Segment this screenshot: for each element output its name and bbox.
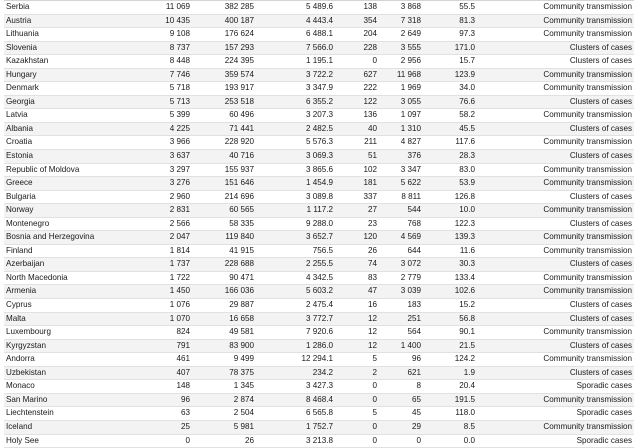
- table-row: [4, 28, 634, 42]
- cell-per-100k: 49 581: [192, 326, 256, 340]
- cell-country: Norway: [4, 204, 138, 218]
- cell-country: Austria: [4, 14, 138, 28]
- cell-country: Holy See: [4, 434, 138, 448]
- cell-new: 1 400: [379, 339, 423, 353]
- cell-transmission: Community transmission: [477, 271, 634, 285]
- cell-rate2: 11.6: [423, 244, 477, 258]
- cell-rate: 5 603.2: [256, 285, 335, 299]
- table-row: [4, 190, 634, 204]
- cell-new: 5 622: [379, 177, 423, 191]
- cell-per-100k: 60 496: [192, 109, 256, 123]
- cell-deaths: 51: [335, 150, 379, 164]
- table-row: [4, 14, 634, 28]
- cell-cases: 1 450: [138, 285, 192, 299]
- cell-new: 2 779: [379, 271, 423, 285]
- cell-per-100k: 71 441: [192, 122, 256, 136]
- cell-transmission: Clusters of cases: [477, 217, 634, 231]
- cell-transmission: Community transmission: [477, 177, 634, 191]
- cell-rate2: 83.0: [423, 163, 477, 177]
- cell-new: 29: [379, 420, 423, 434]
- table-row: [4, 41, 634, 55]
- cell-new: 251: [379, 312, 423, 326]
- cell-rate: 234.2: [256, 366, 335, 380]
- cell-new: 8: [379, 380, 423, 394]
- cell-country: Greece: [4, 177, 138, 191]
- cell-per-100k: 400 187: [192, 14, 256, 28]
- cell-new: 3 868: [379, 1, 423, 15]
- cell-cases: 824: [138, 326, 192, 340]
- cell-per-100k: 41 915: [192, 244, 256, 258]
- cell-cases: 1 722: [138, 271, 192, 285]
- cell-per-100k: 224 395: [192, 55, 256, 69]
- cell-transmission: Community transmission: [477, 68, 634, 82]
- cell-deaths: 2: [335, 366, 379, 380]
- cell-per-100k: 2 874: [192, 393, 256, 407]
- cell-country: Estonia: [4, 150, 138, 164]
- cell-per-100k: 60 565: [192, 204, 256, 218]
- table-row: [4, 380, 634, 394]
- table-row: [4, 312, 634, 326]
- cell-per-100k: 382 285: [192, 1, 256, 15]
- cell-transmission: Community transmission: [477, 393, 634, 407]
- cell-rate2: 30.3: [423, 258, 477, 272]
- cell-deaths: 12: [335, 339, 379, 353]
- cell-deaths: 40: [335, 122, 379, 136]
- cell-per-100k: 155 937: [192, 163, 256, 177]
- cell-rate2: 0.0: [423, 434, 477, 448]
- table-row: [4, 339, 634, 353]
- cell-rate: 3 865.6: [256, 163, 335, 177]
- cell-rate: 5 576.3: [256, 136, 335, 150]
- cell-cases: 0: [138, 434, 192, 448]
- cell-rate2: 171.0: [423, 41, 477, 55]
- cell-deaths: 47: [335, 285, 379, 299]
- cell-per-100k: 83 900: [192, 339, 256, 353]
- cell-rate2: 124.2: [423, 353, 477, 367]
- cell-rate2: 45.5: [423, 122, 477, 136]
- cell-rate2: 34.0: [423, 82, 477, 96]
- table-row: [4, 217, 634, 231]
- cell-deaths: 181: [335, 177, 379, 191]
- cell-rate2: 20.4: [423, 380, 477, 394]
- table-row: [4, 326, 634, 340]
- cell-rate2: 139.3: [423, 231, 477, 245]
- table-row: [4, 366, 634, 380]
- cell-new: 183: [379, 299, 423, 313]
- cell-transmission: Community transmission: [477, 204, 634, 218]
- table-row: [4, 244, 634, 258]
- cell-per-100k: 78 375: [192, 366, 256, 380]
- cell-transmission: Community transmission: [477, 136, 634, 150]
- cell-cases: 9 108: [138, 28, 192, 42]
- cell-deaths: 222: [335, 82, 379, 96]
- cell-cases: 3 637: [138, 150, 192, 164]
- cell-country: Georgia: [4, 95, 138, 109]
- table-row: [4, 55, 634, 69]
- cell-rate2: 97.3: [423, 28, 477, 42]
- cell-cases: 1 070: [138, 312, 192, 326]
- cell-rate2: 117.6: [423, 136, 477, 150]
- cell-country: San Marino: [4, 393, 138, 407]
- cell-country: Cyprus: [4, 299, 138, 313]
- cell-per-100k: 193 917: [192, 82, 256, 96]
- cell-rate2: 118.0: [423, 407, 477, 421]
- cell-country: Republic of Moldova: [4, 163, 138, 177]
- cell-rate: 4 443.4: [256, 14, 335, 28]
- cell-deaths: 83: [335, 271, 379, 285]
- cell-rate: 756.5: [256, 244, 335, 258]
- cell-rate2: 133.4: [423, 271, 477, 285]
- cell-transmission: Clusters of cases: [477, 299, 634, 313]
- cell-transmission: Clusters of cases: [477, 258, 634, 272]
- cell-country: Lithuania: [4, 28, 138, 42]
- cell-cases: 2 831: [138, 204, 192, 218]
- cell-country: Montenegro: [4, 217, 138, 231]
- cell-deaths: 354: [335, 14, 379, 28]
- cell-cases: 11 069: [138, 1, 192, 15]
- cell-cases: 8 737: [138, 41, 192, 55]
- cell-rate: 3 207.3: [256, 109, 335, 123]
- cell-transmission: Clusters of cases: [477, 190, 634, 204]
- cell-deaths: 204: [335, 28, 379, 42]
- cell-deaths: 74: [335, 258, 379, 272]
- cell-cases: 7 746: [138, 68, 192, 82]
- cell-new: 2 956: [379, 55, 423, 69]
- cell-rate: 3 347.9: [256, 82, 335, 96]
- cell-cases: 5 718: [138, 82, 192, 96]
- cell-per-100k: 151 646: [192, 177, 256, 191]
- cell-cases: 3 297: [138, 163, 192, 177]
- cell-country: Armenia: [4, 285, 138, 299]
- cell-new: 376: [379, 150, 423, 164]
- cell-new: 45: [379, 407, 423, 421]
- cell-deaths: 0: [335, 420, 379, 434]
- cell-transmission: Clusters of cases: [477, 122, 634, 136]
- cell-deaths: 26: [335, 244, 379, 258]
- cell-country: Uzbekistan: [4, 366, 138, 380]
- cell-per-100k: 157 293: [192, 41, 256, 55]
- cell-per-100k: 26: [192, 434, 256, 448]
- cell-deaths: 23: [335, 217, 379, 231]
- cell-deaths: 27: [335, 204, 379, 218]
- cell-country: North Macedonia: [4, 271, 138, 285]
- cell-rate: 2 475.4: [256, 299, 335, 313]
- cell-cases: 2 960: [138, 190, 192, 204]
- table-row: [4, 299, 634, 313]
- cell-rate2: 15.7: [423, 55, 477, 69]
- cell-rate2: 21.5: [423, 339, 477, 353]
- cell-cases: 1 076: [138, 299, 192, 313]
- cell-transmission: Community transmission: [477, 82, 634, 96]
- cell-transmission: Community transmission: [477, 163, 634, 177]
- cell-per-100k: 90 471: [192, 271, 256, 285]
- cell-rate: 7 920.6: [256, 326, 335, 340]
- cell-rate2: 102.6: [423, 285, 477, 299]
- cell-rate: 9 288.0: [256, 217, 335, 231]
- cell-new: 65: [379, 393, 423, 407]
- table-row: [4, 393, 634, 407]
- cell-country: Albania: [4, 122, 138, 136]
- cell-new: 564: [379, 326, 423, 340]
- cell-country: Kazakhstan: [4, 55, 138, 69]
- cell-rate: 1 454.9: [256, 177, 335, 191]
- cell-cases: 96: [138, 393, 192, 407]
- cell-transmission: Clusters of cases: [477, 339, 634, 353]
- cell-transmission: Community transmission: [477, 109, 634, 123]
- cell-deaths: 12: [335, 312, 379, 326]
- table-row: [4, 420, 634, 434]
- cell-transmission: Clusters of cases: [477, 366, 634, 380]
- cell-country: Serbia: [4, 1, 138, 15]
- cell-country: Kyrgyzstan: [4, 339, 138, 353]
- cell-deaths: 0: [335, 380, 379, 394]
- cell-country: Finland: [4, 244, 138, 258]
- cell-cases: 461: [138, 353, 192, 367]
- cell-new: 11 968: [379, 68, 423, 82]
- cell-deaths: 102: [335, 163, 379, 177]
- cell-deaths: 0: [335, 55, 379, 69]
- cell-transmission: Community transmission: [477, 353, 634, 367]
- table-row: [4, 271, 634, 285]
- cell-new: 768: [379, 217, 423, 231]
- table-row: [4, 95, 634, 109]
- cell-rate: 3 722.2: [256, 68, 335, 82]
- cell-deaths: 16: [335, 299, 379, 313]
- cell-new: 4 827: [379, 136, 423, 150]
- cell-country: Luxembourg: [4, 326, 138, 340]
- cell-country: Azerbaijan: [4, 258, 138, 272]
- cell-country: Denmark: [4, 82, 138, 96]
- table-row: [4, 109, 634, 123]
- cell-cases: 10 435: [138, 14, 192, 28]
- cell-per-100k: 1 345: [192, 380, 256, 394]
- cell-new: 3 039: [379, 285, 423, 299]
- cell-transmission: Clusters of cases: [477, 150, 634, 164]
- cell-new: 644: [379, 244, 423, 258]
- cell-new: 7 318: [379, 14, 423, 28]
- cell-transmission: Community transmission: [477, 231, 634, 245]
- cell-country: Liechtenstein: [4, 407, 138, 421]
- cell-new: 0: [379, 434, 423, 448]
- cell-new: 1 310: [379, 122, 423, 136]
- cell-deaths: 136: [335, 109, 379, 123]
- cell-country: Monaco: [4, 380, 138, 394]
- cell-country: Bosnia and Herzegovina: [4, 231, 138, 245]
- cell-deaths: 228: [335, 41, 379, 55]
- cell-cases: 63: [138, 407, 192, 421]
- cell-country: Bulgaria: [4, 190, 138, 204]
- cell-per-100k: 40 716: [192, 150, 256, 164]
- cell-transmission: Clusters of cases: [477, 55, 634, 69]
- cell-cases: 5 713: [138, 95, 192, 109]
- cell-cases: 407: [138, 366, 192, 380]
- cell-new: 3 055: [379, 95, 423, 109]
- cell-rate2: 56.8: [423, 312, 477, 326]
- cell-new: 3 347: [379, 163, 423, 177]
- cell-cases: 25: [138, 420, 192, 434]
- cell-per-100k: 214 696: [192, 190, 256, 204]
- cell-transmission: Community transmission: [477, 244, 634, 258]
- cell-new: 4 569: [379, 231, 423, 245]
- cell-rate: 5 489.6: [256, 1, 335, 15]
- cell-country: Slovenia: [4, 41, 138, 55]
- cell-deaths: 5: [335, 407, 379, 421]
- cell-deaths: 0: [335, 393, 379, 407]
- cell-transmission: Community transmission: [477, 28, 634, 42]
- cell-deaths: 211: [335, 136, 379, 150]
- cell-rate: 7 566.0: [256, 41, 335, 55]
- cell-new: 96: [379, 353, 423, 367]
- cell-rate: 2 482.5: [256, 122, 335, 136]
- cell-transmission: Community transmission: [477, 285, 634, 299]
- table-row: [4, 163, 634, 177]
- cell-rate2: 15.2: [423, 299, 477, 313]
- table-row: [4, 285, 634, 299]
- cell-rate: 3 089.8: [256, 190, 335, 204]
- cell-rate: 12 294.1: [256, 353, 335, 367]
- cell-per-100k: 58 335: [192, 217, 256, 231]
- cell-rate2: 90.1: [423, 326, 477, 340]
- cell-rate: 1 195.1: [256, 55, 335, 69]
- cell-rate2: 8.5: [423, 420, 477, 434]
- cell-rate2: 126.8: [423, 190, 477, 204]
- cell-deaths: 337: [335, 190, 379, 204]
- table-row: [4, 258, 634, 272]
- cell-cases: 5 399: [138, 109, 192, 123]
- cell-transmission: Sporadic cases: [477, 407, 634, 421]
- cell-deaths: 0: [335, 434, 379, 448]
- cell-rate: 1 752.7: [256, 420, 335, 434]
- cell-rate2: 58.2: [423, 109, 477, 123]
- cell-transmission: Clusters of cases: [477, 95, 634, 109]
- cell-rate2: 81.3: [423, 14, 477, 28]
- cell-per-100k: 29 887: [192, 299, 256, 313]
- cell-deaths: 122: [335, 95, 379, 109]
- cell-rate2: 1.9: [423, 366, 477, 380]
- cell-rate: 3 652.7: [256, 231, 335, 245]
- cell-per-100k: 119 840: [192, 231, 256, 245]
- table-row: [4, 1, 634, 15]
- cell-transmission: Community transmission: [477, 14, 634, 28]
- cell-cases: 8 448: [138, 55, 192, 69]
- cell-rate: 3 213.8: [256, 434, 335, 448]
- cell-new: 621: [379, 366, 423, 380]
- table-row: [4, 204, 634, 218]
- cell-rate: 8 468.4: [256, 393, 335, 407]
- cell-rate: 6 488.1: [256, 28, 335, 42]
- cell-per-100k: 16 658: [192, 312, 256, 326]
- cell-cases: 791: [138, 339, 192, 353]
- cell-rate2: 28.3: [423, 150, 477, 164]
- cell-deaths: 5: [335, 353, 379, 367]
- cell-country: Hungary: [4, 68, 138, 82]
- cell-rate: 6 565.8: [256, 407, 335, 421]
- cell-country: Andorra: [4, 353, 138, 367]
- cell-transmission: Community transmission: [477, 420, 634, 434]
- cell-rate: 4 342.5: [256, 271, 335, 285]
- table-row: [4, 82, 634, 96]
- table-row: [4, 177, 634, 191]
- cell-rate2: 76.6: [423, 95, 477, 109]
- cell-per-100k: 166 036: [192, 285, 256, 299]
- cell-per-100k: 359 574: [192, 68, 256, 82]
- cell-new: 2 649: [379, 28, 423, 42]
- cell-new: 8 811: [379, 190, 423, 204]
- cell-cases: 3 276: [138, 177, 192, 191]
- cell-transmission: Clusters of cases: [477, 312, 634, 326]
- cell-cases: 148: [138, 380, 192, 394]
- table-row: [4, 150, 634, 164]
- cell-deaths: 120: [335, 231, 379, 245]
- cell-rate: 1 117.2: [256, 204, 335, 218]
- cell-rate: 6 355.2: [256, 95, 335, 109]
- cell-rate: 1 286.0: [256, 339, 335, 353]
- cell-per-100k: 228 688: [192, 258, 256, 272]
- cell-country: Latvia: [4, 109, 138, 123]
- cell-rate: 3 772.7: [256, 312, 335, 326]
- table-row: [4, 122, 634, 136]
- cell-transmission: Sporadic cases: [477, 434, 634, 448]
- cell-rate: 3 427.3: [256, 380, 335, 394]
- cell-per-100k: 2 504: [192, 407, 256, 421]
- table-row: [4, 407, 634, 421]
- cell-rate: 3 069.3: [256, 150, 335, 164]
- table-row: [4, 353, 634, 367]
- cell-rate2: 53.9: [423, 177, 477, 191]
- cell-per-100k: 9 499: [192, 353, 256, 367]
- cell-new: 544: [379, 204, 423, 218]
- cell-rate2: 10.0: [423, 204, 477, 218]
- table-row: [4, 434, 634, 448]
- cell-transmission: Sporadic cases: [477, 380, 634, 394]
- cell-new: 3 555: [379, 41, 423, 55]
- cell-cases: 1 814: [138, 244, 192, 258]
- cell-cases: 2 566: [138, 217, 192, 231]
- cell-country: Croatia: [4, 136, 138, 150]
- cell-new: 1 097: [379, 109, 423, 123]
- cell-country: Iceland: [4, 420, 138, 434]
- cell-deaths: 138: [335, 1, 379, 15]
- table-row: [4, 68, 634, 82]
- cell-rate2: 123.9: [423, 68, 477, 82]
- cell-country: Malta: [4, 312, 138, 326]
- table-body: [4, 1, 634, 448]
- table-row: [4, 136, 634, 150]
- cell-new: 1 969: [379, 82, 423, 96]
- cell-deaths: 627: [335, 68, 379, 82]
- cell-rate: 2 255.5: [256, 258, 335, 272]
- cell-per-100k: 176 624: [192, 28, 256, 42]
- data-table: [4, 0, 634, 448]
- cell-rate2: 55.5: [423, 1, 477, 15]
- cell-per-100k: 228 920: [192, 136, 256, 150]
- cell-cases: 1 737: [138, 258, 192, 272]
- cell-per-100k: 5 981: [192, 420, 256, 434]
- cell-deaths: 12: [335, 326, 379, 340]
- cell-transmission: Clusters of cases: [477, 41, 634, 55]
- cell-per-100k: 253 518: [192, 95, 256, 109]
- cell-cases: 2 047: [138, 231, 192, 245]
- cell-cases: 3 966: [138, 136, 192, 150]
- cell-transmission: Community transmission: [477, 326, 634, 340]
- cell-rate2: 191.5: [423, 393, 477, 407]
- cell-cases: 4 225: [138, 122, 192, 136]
- cell-rate2: 122.3: [423, 217, 477, 231]
- cell-new: 3 072: [379, 258, 423, 272]
- table-row: [4, 231, 634, 245]
- cell-transmission: Community transmission: [477, 1, 634, 15]
